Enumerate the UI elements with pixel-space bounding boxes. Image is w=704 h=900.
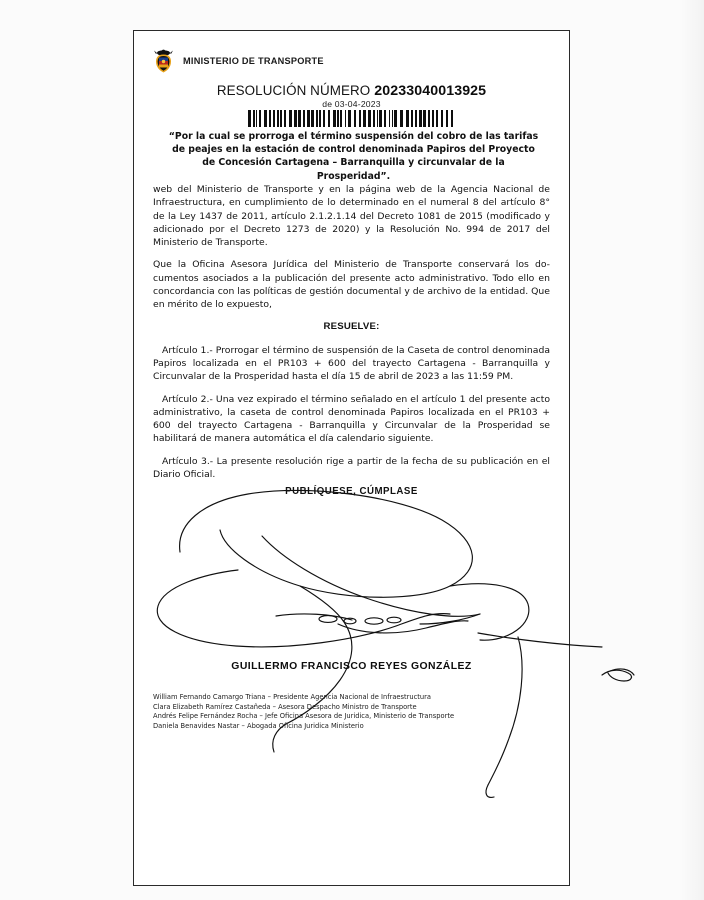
signature-zone <box>134 486 569 706</box>
resolution-heading <box>134 80 569 99</box>
signer-name: GUILLERMO FRANCISCO REYES GONZÁLEZ <box>231 661 472 672</box>
colombia-coat-of-arms-icon <box>153 48 174 74</box>
approval-item: William Fernando Camargo Triana – Presidente Agencia Nacional de Infraestructura <box>153 693 432 701</box>
closing-formula: PUBLÍQUESE, CÚMPLASE <box>285 486 418 497</box>
approval-item: Clara Elizabeth Ramírez Castañeda – Asesora Despacho Ministro de Transporte <box>153 702 417 711</box>
document-header <box>153 48 324 74</box>
paragraph-continuation: web del Ministerio de Transporte y en la página web de la Agencia Nacional de Infraestructura, en cumplimiento de lo determinado en el numeral 8 del artículo 8° de la Ley 1437 de 2011, artículo 2.1.2.1.14 del Decreto 1081 de 2015 (modificado y adicionado por el Decreto 1273 de 2020) y la Resolución No. 994 de 2017 del Ministerio de Transporte. <box>153 184 550 249</box>
resolution-date: de 03-04-2023 <box>322 99 381 109</box>
paragraph-archive: Que la Oficina Asesora Jurídica del Ministerio de Transporte conservará los do-cumentos asociados a la publicación del presente acto administrativo. Todo ello en concordancia con las políticas de gestión documental y de archivo de la entidad. Que en mérito de lo expuesto, <box>153 259 550 311</box>
document-body <box>153 183 550 490</box>
document-subject: “Por la cual se prorroga el término suspensión del cobro de las tarifas de peajes en la estación de control denominada Papiros del Proyecto de Concesión Cartagena – Barranquilla y circunvalar de la Prosperidad”. <box>168 131 539 182</box>
approval-list <box>153 693 557 731</box>
ministry-name: MINISTERIO DE TRANSPORTE <box>183 56 324 66</box>
article-2: Artículo 2.- Una vez expirado el término señalado en el artículo 1 del presente acto administrativo, la caseta de control denominada Papiros localizada en el PR103 + 600 del trayecto Cartagena - Barranquilla y Circunvalar de la Prosperidad se habilitará de manera automática el día calendario siguiente. <box>153 393 550 445</box>
barcode-area <box>134 110 569 127</box>
article-1: Artículo 1.- Prorrogar el término de suspensión de la Caseta de control denominada Papiros localizada en el PR103 + 600 del trayecto Cartagena - Barranquilla y Circunvalar de la Prosperidad hasta el día 15 de abril de 2023 a las 11:59 PM. <box>153 344 550 383</box>
document-page <box>133 30 570 886</box>
resolve-heading: RESUELVE: <box>323 320 380 332</box>
resolution-number: 20233040013925 <box>374 83 487 99</box>
article-3: Artículo 3.- La presente resolución rige a partir de la fecha de su publicación en el Diario Oficial. <box>153 455 550 481</box>
approval-item: Daniela Benavides Nastar – Abogada Oficina Juridica Ministerio <box>153 721 364 730</box>
resolution-label: RESOLUCIÓN NÚMERO <box>216 83 371 98</box>
barcode-icon <box>248 110 455 127</box>
approval-item: Andrés Felipe Fernández Rocha – Jefe Oficina Asesora de Juridica, Ministerio de Transporte <box>153 712 455 721</box>
